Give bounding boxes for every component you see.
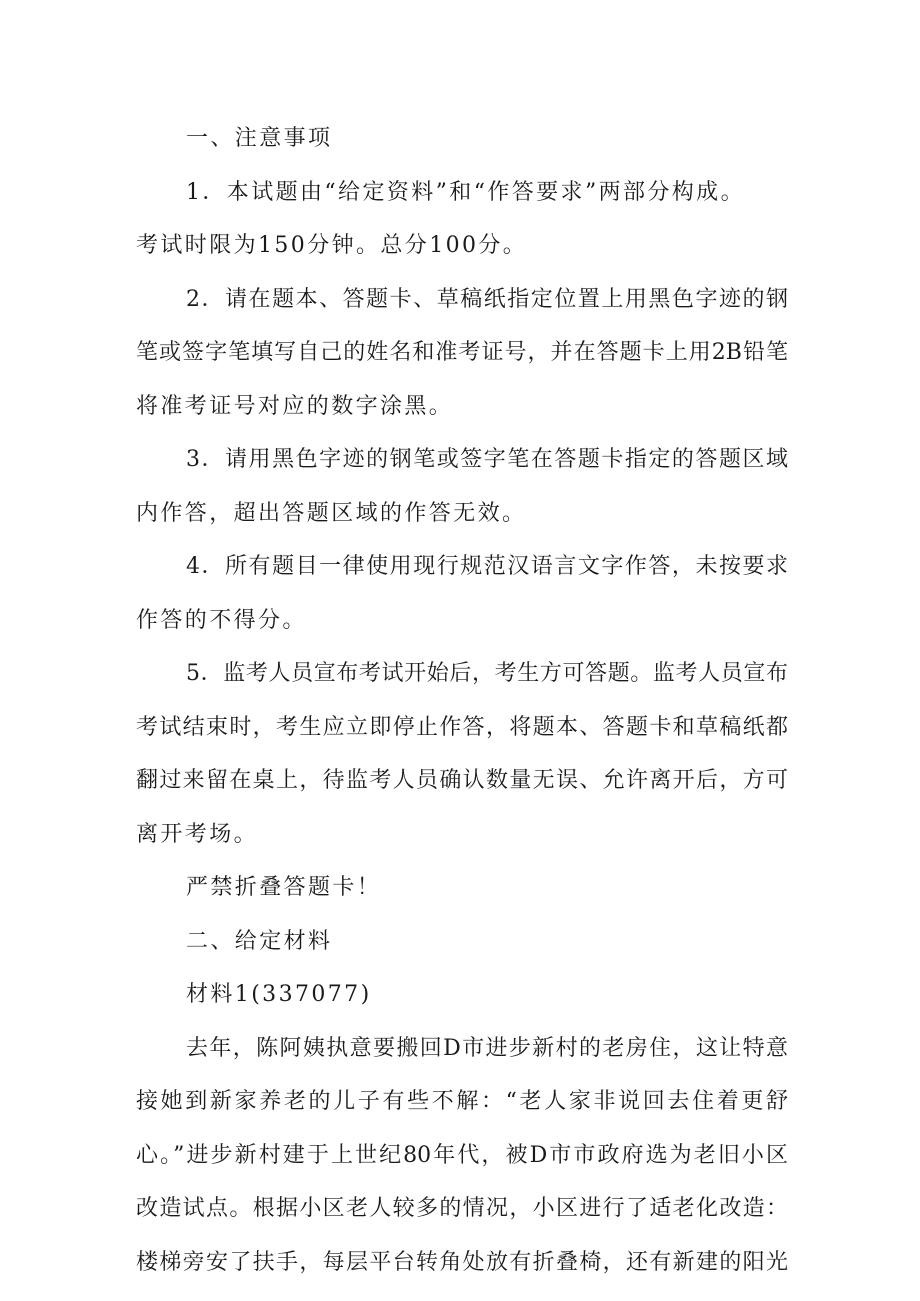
section-heading-notes: 一、注意事项: [186, 126, 333, 151]
material-title: 材料1(337077): [186, 982, 372, 1007]
paragraph-line: 去年，陈阿姨执意要搬回D市进步新村的老房住，这让特意: [186, 1035, 788, 1061]
paragraph-line: 将准考证号对应的数字涂黑。: [136, 393, 454, 419]
paragraph-line: 考试结束时，考生应立即停止作答，将题本、答题卡和草稿纸都: [136, 714, 788, 740]
paragraph-line: 考试时限为150分钟。总分100分。: [136, 233, 528, 258]
paragraph-line: 1．本试题由“给定资料”和“作答要求”两部分构成。: [186, 179, 745, 205]
document-body: [136, 112, 788, 1289]
paragraph-line: 接她到新家养老的儿子有些不解：“老人家非说回去住着更舒: [136, 1089, 788, 1114]
paragraph-line: 2．请在题本、答题卡、草稿纸指定位置上用黑色字迹的钢: [186, 286, 788, 312]
paragraph-line: 改造试点。根据小区老人较多的情况，小区进行了适老化改造：: [136, 1196, 788, 1221]
paragraph-line: 4．所有题目一律使用现行规范汉语言文字作答，未按要求: [186, 554, 788, 579]
paragraph-line: 笔或签字笔填写自己的姓名和准考证号，并在答题卡上用2B铅笔: [136, 340, 788, 365]
paragraph-line: 作答的不得分。: [136, 607, 307, 633]
paragraph-line: 5．监考人员宣布考试开始后，考生方可答题。监考人员宣布: [186, 661, 788, 686]
paragraph-line: 3．请用黑色字迹的钢笔或签字笔在答题卡指定的答题区域: [186, 447, 788, 472]
paragraph-line: 楼梯旁安了扶手，每层平台转角处放有折叠椅，还有新建的阳光: [136, 1249, 788, 1275]
warning-line: 严禁折叠答题卡！: [186, 875, 382, 900]
paragraph-line: 内作答，超出答题区域的作答无效。: [136, 500, 527, 526]
paragraph-line: 翻过来留在桌上，待监考人员确认数量无误、允许离开后，方可: [136, 768, 788, 793]
section-heading-materials: 二、给定材料: [186, 928, 333, 954]
paragraph-line: 心。”进步新村建于上世纪80年代，被D市市政府选为老旧小区: [136, 1142, 788, 1168]
paragraph-line: 离开考场。: [136, 821, 259, 847]
